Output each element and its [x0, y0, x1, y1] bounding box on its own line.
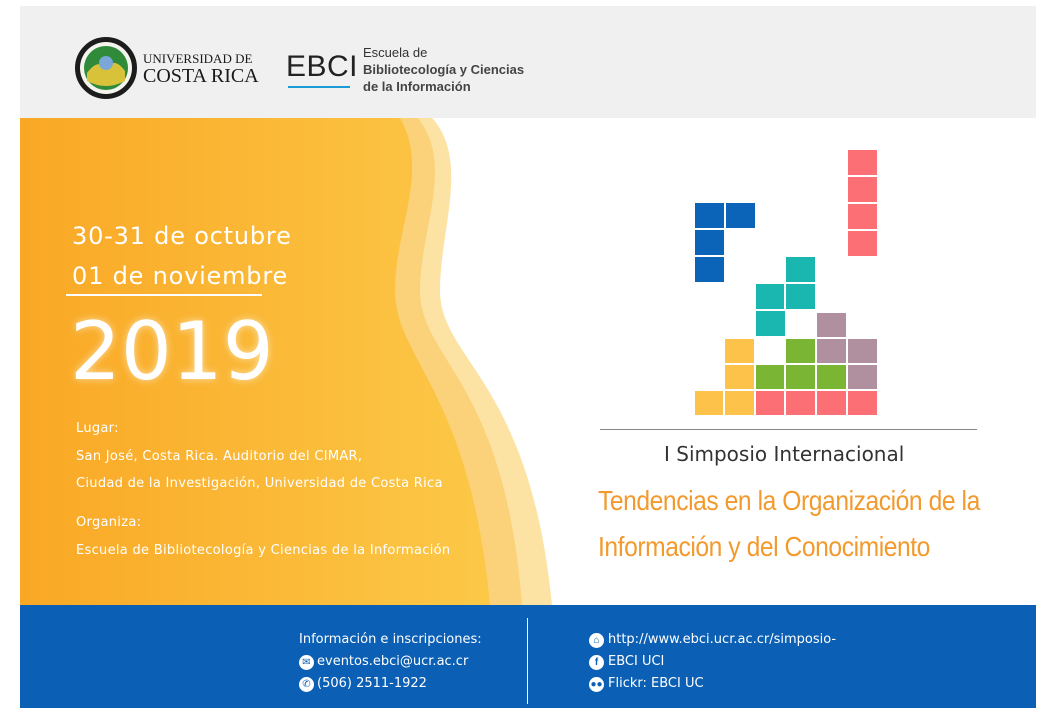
block-red — [847, 176, 878, 203]
home-icon: ⌂ — [589, 633, 604, 648]
phone-icon: ✆ — [299, 677, 314, 692]
event-year: 2019 — [70, 305, 274, 398]
block-green — [755, 364, 786, 390]
facebook-icon: f — [589, 655, 604, 670]
organizer-name: Escuela de Bibliotecología y Ciencias de la Información — [76, 543, 451, 558]
block-yellow — [694, 390, 725, 416]
block-mauve — [847, 364, 878, 390]
block-red — [785, 390, 816, 416]
venue-line2: Ciudad de la Investigación, Universidad de Costa Rica — [76, 476, 443, 491]
symposium-title-line1: Tendencias en la Organización de la — [598, 485, 980, 516]
school-name-line3: de la Información — [363, 79, 471, 94]
website-link[interactable]: http://www.ebci.ucr.ac.cr/simposio- — [608, 632, 837, 647]
facebook-link[interactable]: EBCI UCI — [608, 654, 665, 669]
symposium-subtitle: I Simposio Internacional — [664, 442, 905, 466]
email-icon: ✉ — [299, 655, 314, 670]
block-red — [847, 230, 878, 257]
event-dates-line1: 30-31 de octubre — [72, 222, 292, 250]
phone-number: (506) 2511-1922 — [317, 676, 427, 691]
block-green — [816, 364, 847, 390]
organizer-label: Organiza: — [76, 515, 142, 530]
symposium-title — [598, 478, 980, 570]
block-blue — [694, 229, 725, 256]
event-dates-line2: 01 de noviembre — [72, 262, 289, 290]
school-name-line1: Escuela de — [363, 45, 428, 60]
block-mauve — [847, 338, 878, 364]
block-teal — [785, 283, 816, 310]
ebci-abbreviation: EBCI — [286, 50, 359, 83]
block-mauve — [816, 312, 847, 338]
symposium-title-line2: Información y del Conocimiento — [598, 531, 930, 562]
block-red — [755, 390, 786, 416]
block-blue — [694, 256, 725, 283]
block-blue — [725, 202, 756, 229]
symposium-divider — [600, 429, 977, 430]
flickr-icon: ●● — [590, 679, 603, 690]
block-red — [816, 390, 847, 416]
block-green — [785, 364, 816, 390]
block-teal — [755, 310, 786, 337]
footer-divider — [527, 618, 528, 704]
block-teal — [755, 283, 786, 310]
block-yellow — [724, 364, 755, 390]
school-name-line2: Bibliotecología y Ciencias — [363, 62, 525, 77]
block-red — [847, 149, 878, 176]
university-name-line2: COSTA RICA — [143, 65, 259, 87]
flickr-link[interactable]: Flickr: EBCI UC — [608, 676, 704, 691]
footer-bar — [20, 605, 1036, 708]
block-teal — [785, 256, 816, 283]
block-blue — [694, 202, 725, 229]
block-mauve — [816, 338, 847, 364]
email-link[interactable]: eventos.ebci@ucr.ac.cr — [317, 654, 469, 669]
block-yellow — [724, 390, 755, 416]
university-name-line1: UNIVERSIDAD DE — [143, 51, 253, 66]
block-red — [847, 203, 878, 230]
block-yellow — [724, 338, 755, 364]
info-label: Información e inscripciones: — [299, 632, 482, 647]
venue-label: Lugar: — [76, 421, 119, 436]
block-red — [847, 390, 878, 416]
venue-line1: San José, Costa Rica. Auditorio del CIMAR, — [76, 449, 363, 464]
block-green — [785, 338, 816, 364]
